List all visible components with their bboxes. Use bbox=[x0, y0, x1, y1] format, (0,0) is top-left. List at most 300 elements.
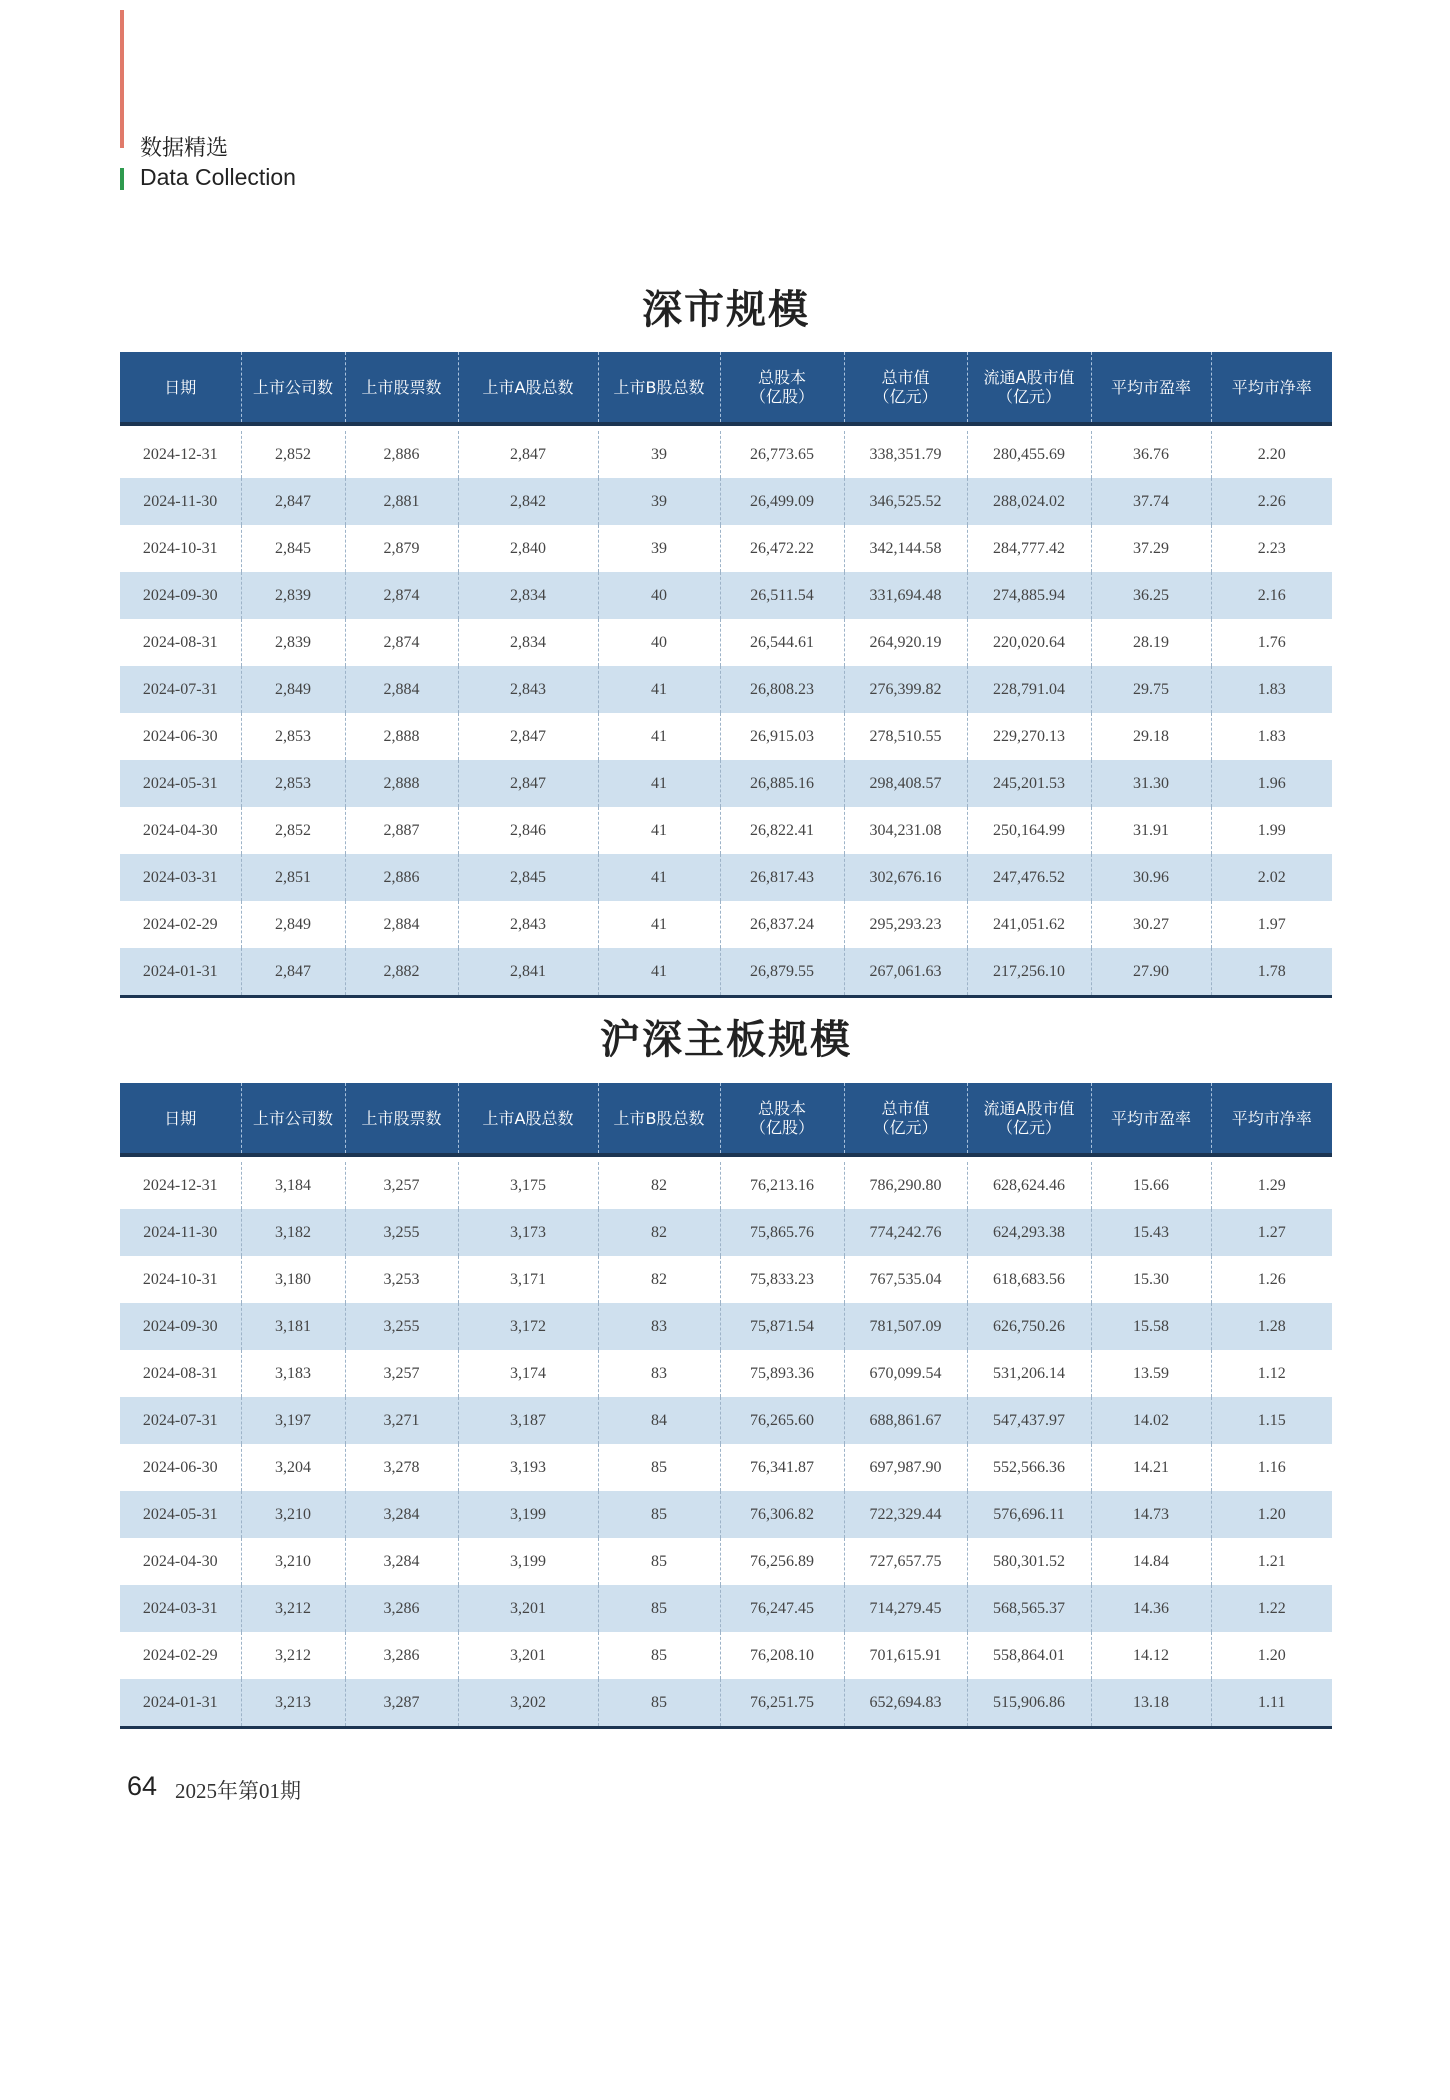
table-row bbox=[120, 1209, 1332, 1256]
table-cell: 14.12 bbox=[1091, 1632, 1211, 1679]
table-cell: 14.21 bbox=[1091, 1444, 1211, 1491]
table-cell: 2,840 bbox=[458, 525, 598, 572]
table-cell: 2,874 bbox=[345, 619, 458, 666]
table-cell: 2,852 bbox=[241, 431, 345, 478]
table-row bbox=[120, 1491, 1332, 1538]
table-cell: 76,341.87 bbox=[720, 1444, 844, 1491]
table-row bbox=[120, 431, 1332, 478]
table-cell: 2,845 bbox=[241, 525, 345, 572]
table-cell: 3,204 bbox=[241, 1444, 345, 1491]
table-cell: 245,201.53 bbox=[967, 760, 1091, 807]
table-cell: 688,861.67 bbox=[844, 1397, 967, 1444]
table-cell: 83 bbox=[598, 1303, 720, 1350]
table-cell: 1.22 bbox=[1211, 1585, 1332, 1632]
table-cell: 2024-09-30 bbox=[120, 1303, 241, 1350]
table-cell: 30.96 bbox=[1091, 854, 1211, 901]
table-cell: 26,885.16 bbox=[720, 760, 844, 807]
table-cell: 76,208.10 bbox=[720, 1632, 844, 1679]
column-header-label: 平均市净率 bbox=[1231, 1108, 1312, 1128]
table-cell: 85 bbox=[598, 1538, 720, 1585]
table-cell: 36.76 bbox=[1091, 431, 1211, 478]
table-cell: 1.29 bbox=[1211, 1162, 1332, 1209]
header-row bbox=[120, 352, 1332, 424]
column-header-label: 上市公司数 bbox=[252, 377, 333, 397]
table-cell: 3,213 bbox=[241, 1679, 345, 1728]
table-cell: 2,851 bbox=[241, 854, 345, 901]
table-cell: 220,020.64 bbox=[967, 619, 1091, 666]
column-header bbox=[458, 1083, 598, 1155]
table-cell: 3,201 bbox=[458, 1632, 598, 1679]
table-cell: 2.16 bbox=[1211, 572, 1332, 619]
table-cell: 1.83 bbox=[1211, 666, 1332, 713]
table-cell: 2,884 bbox=[345, 901, 458, 948]
table-cell: 26,511.54 bbox=[720, 572, 844, 619]
table-cell: 628,624.46 bbox=[967, 1162, 1091, 1209]
table-cell: 2,881 bbox=[345, 478, 458, 525]
table-cell: 298,408.57 bbox=[844, 760, 967, 807]
table-cell: 274,885.94 bbox=[967, 572, 1091, 619]
table-cell: 75,893.36 bbox=[720, 1350, 844, 1397]
column-header bbox=[1091, 1083, 1211, 1155]
table-cell: 558,864.01 bbox=[967, 1632, 1091, 1679]
table-cell: 2,849 bbox=[241, 666, 345, 713]
table-cell: 2024-11-30 bbox=[120, 1209, 241, 1256]
section-title-en: Data Collection bbox=[140, 164, 296, 190]
table-row bbox=[120, 1585, 1332, 1632]
table-cell: 2,849 bbox=[241, 901, 345, 948]
table-cell: 515,906.86 bbox=[967, 1679, 1091, 1728]
table-cell: 727,657.75 bbox=[844, 1538, 967, 1585]
table-cell: 14.84 bbox=[1091, 1538, 1211, 1585]
table-cell: 2,839 bbox=[241, 619, 345, 666]
table-cell: 41 bbox=[598, 760, 720, 807]
column-header bbox=[598, 1083, 720, 1155]
table-cell: 217,256.10 bbox=[967, 948, 1091, 997]
table-cell: 2024-06-30 bbox=[142, 727, 218, 745]
table-cell: 3,180 bbox=[241, 1256, 345, 1303]
table-cell: 27.90 bbox=[1091, 948, 1211, 997]
table-cell: 774,242.76 bbox=[844, 1209, 967, 1256]
table-cell: 302,676.16 bbox=[844, 854, 967, 901]
table-cell: 75,865.76 bbox=[720, 1209, 844, 1256]
table-cell: 1.99 bbox=[1211, 807, 1332, 854]
table-row bbox=[120, 901, 1332, 948]
table-cell: 2.02 bbox=[1211, 854, 1332, 901]
table-cell: 85 bbox=[598, 1585, 720, 1632]
table-cell: 338,351.79 bbox=[844, 431, 967, 478]
table-row bbox=[120, 1632, 1332, 1679]
column-header-label: 流通A股市值 bbox=[983, 1099, 1075, 1118]
table-cell: 82 bbox=[598, 1209, 720, 1256]
table-cell: 2,845 bbox=[458, 854, 598, 901]
table-cell: 82 bbox=[598, 1256, 720, 1303]
column-header bbox=[1211, 1083, 1332, 1155]
table-cell: 626,750.26 bbox=[967, 1303, 1091, 1350]
table-cell: 3,182 bbox=[241, 1209, 345, 1256]
table-cell: 2,853 bbox=[241, 760, 345, 807]
table-cell: 288,024.02 bbox=[967, 478, 1091, 525]
column-header-label: 总市值 bbox=[881, 1099, 930, 1118]
table-cell: 26,915.03 bbox=[720, 713, 844, 760]
table-cell: 2,847 bbox=[458, 760, 598, 807]
table-cell: 76,256.89 bbox=[720, 1538, 844, 1585]
section-accent-bar-green bbox=[120, 168, 124, 190]
table-cell: 342,144.58 bbox=[844, 525, 967, 572]
table-cell: 40 bbox=[598, 619, 720, 666]
table-cell: 14.02 bbox=[1091, 1397, 1211, 1444]
table-cell: 3,284 bbox=[345, 1538, 458, 1585]
column-header-label: 上市A股总数 bbox=[482, 1108, 574, 1128]
table-cell: 82 bbox=[598, 1162, 720, 1209]
table-cell: 2024-03-31 bbox=[120, 1585, 241, 1632]
table-cell: 2024-02-29 bbox=[142, 915, 218, 933]
table-cell: 1.28 bbox=[1211, 1303, 1332, 1350]
table-cell: 14.73 bbox=[1091, 1491, 1211, 1538]
table-cell: 41 bbox=[598, 854, 720, 901]
column-header-label: 上市B股总数 bbox=[613, 377, 705, 397]
table-cell: 37.29 bbox=[1091, 525, 1211, 572]
table-cell: 40 bbox=[598, 572, 720, 619]
table-cell: 786,290.80 bbox=[844, 1162, 967, 1209]
table-cell: 701,615.91 bbox=[844, 1632, 967, 1679]
table-cell: 2.26 bbox=[1211, 478, 1332, 525]
table-cell: 2,888 bbox=[345, 713, 458, 760]
table-cell: 3,175 bbox=[458, 1162, 598, 1209]
table-cell: 26,472.22 bbox=[720, 525, 844, 572]
column-header bbox=[345, 352, 458, 424]
table-cell: 3,172 bbox=[458, 1303, 598, 1350]
table-cell: 3,199 bbox=[458, 1538, 598, 1585]
table-cell: 3,287 bbox=[345, 1679, 458, 1728]
table-cell: 295,293.23 bbox=[844, 901, 967, 948]
table-cell: 31.91 bbox=[1091, 807, 1211, 854]
table-cell: 75,833.23 bbox=[720, 1256, 844, 1303]
column-header-label: 流通A股市值 bbox=[983, 368, 1075, 387]
table-cell: 304,231.08 bbox=[844, 807, 967, 854]
table-row bbox=[120, 854, 1332, 901]
table-cell: 76,213.16 bbox=[720, 1162, 844, 1209]
table-cell: 2,839 bbox=[241, 572, 345, 619]
table-cell: 2,843 bbox=[458, 666, 598, 713]
table-cell: 15.30 bbox=[1091, 1256, 1211, 1303]
table-cell: 15.58 bbox=[1091, 1303, 1211, 1350]
column-header bbox=[967, 352, 1091, 424]
table-cell: 568,565.37 bbox=[967, 1585, 1091, 1632]
column-header-label: （亿元） bbox=[996, 1118, 1061, 1137]
table-cell: 670,099.54 bbox=[844, 1350, 967, 1397]
issue-label: 2025年第01期 bbox=[175, 1779, 301, 1803]
table-cell: 2,847 bbox=[241, 948, 345, 997]
table-row bbox=[120, 713, 1332, 760]
column-header bbox=[241, 352, 345, 424]
table-cell: 2024-12-31 bbox=[142, 1176, 218, 1194]
table-cell: 3,202 bbox=[458, 1679, 598, 1728]
table-cell: 13.59 bbox=[1091, 1350, 1211, 1397]
table-row bbox=[120, 1397, 1332, 1444]
column-header bbox=[1211, 352, 1332, 424]
table-cell: 2024-11-30 bbox=[120, 478, 241, 525]
table-cell: 2,841 bbox=[458, 948, 598, 997]
table-cell: 41 bbox=[598, 713, 720, 760]
table-cell: 26,544.61 bbox=[720, 619, 844, 666]
table-cell: 3,255 bbox=[345, 1303, 458, 1350]
table-cell: 29.75 bbox=[1091, 666, 1211, 713]
table-cell: 41 bbox=[598, 948, 720, 997]
table-row bbox=[120, 1256, 1332, 1303]
table-cell: 1.26 bbox=[1211, 1256, 1332, 1303]
table-cell: 267,061.63 bbox=[844, 948, 967, 997]
table-row bbox=[120, 1350, 1332, 1397]
table-cell: 2024-07-31 bbox=[120, 1397, 241, 1444]
table-cell: 2024-12-31 bbox=[142, 445, 218, 463]
table-cell: 76,306.82 bbox=[720, 1491, 844, 1538]
column-header bbox=[1091, 352, 1211, 424]
table-cell: 2024-08-31 bbox=[142, 1364, 218, 1382]
table-cell: 30.27 bbox=[1091, 901, 1211, 948]
table-cell: 41 bbox=[598, 666, 720, 713]
table-cell: 14.36 bbox=[1091, 1585, 1211, 1632]
table-cell: 3,210 bbox=[241, 1491, 345, 1538]
table-cell: 3,271 bbox=[345, 1397, 458, 1444]
table-cell: 767,535.04 bbox=[844, 1256, 967, 1303]
column-header bbox=[598, 352, 720, 424]
table-cell: 13.18 bbox=[1091, 1679, 1211, 1728]
table-cell: 15.43 bbox=[1091, 1209, 1211, 1256]
header-spacer bbox=[120, 424, 1332, 431]
column-header bbox=[844, 1083, 967, 1155]
table-cell: 85 bbox=[598, 1632, 720, 1679]
table-cell: 83 bbox=[598, 1350, 720, 1397]
table-cell: 3,257 bbox=[345, 1350, 458, 1397]
table-cell: 2024-01-31 bbox=[120, 1679, 241, 1728]
table-cell: 2024-05-31 bbox=[120, 760, 241, 807]
column-header bbox=[120, 352, 241, 424]
table-cell: 3,212 bbox=[241, 1585, 345, 1632]
table-cell: 781,507.09 bbox=[844, 1303, 967, 1350]
table-cell: 1.16 bbox=[1211, 1444, 1332, 1491]
table-cell: 2,886 bbox=[345, 854, 458, 901]
table-cell: 3,199 bbox=[458, 1491, 598, 1538]
column-header-label: 上市股票数 bbox=[361, 1108, 442, 1128]
table-cell: 1.15 bbox=[1211, 1397, 1332, 1444]
table-cell: 3,173 bbox=[458, 1209, 598, 1256]
table-row bbox=[120, 1162, 1332, 1209]
table-cell: 3,171 bbox=[458, 1256, 598, 1303]
table-cell: 39 bbox=[598, 431, 720, 478]
table-cell: 29.18 bbox=[1091, 713, 1211, 760]
column-header bbox=[720, 1083, 844, 1155]
table-cell: 76,247.45 bbox=[720, 1585, 844, 1632]
table-cell: 2,842 bbox=[458, 478, 598, 525]
table-row bbox=[120, 1303, 1332, 1350]
table-cell: 1.20 bbox=[1211, 1632, 1332, 1679]
table-cell: 531,206.14 bbox=[967, 1350, 1091, 1397]
column-header-label: 总股本 bbox=[757, 1099, 806, 1118]
table-cell: 2024-07-31 bbox=[120, 666, 241, 713]
column-header bbox=[844, 352, 967, 424]
table-cell: 1.27 bbox=[1211, 1209, 1332, 1256]
table-cell: 3,193 bbox=[458, 1444, 598, 1491]
table-cell: 37.74 bbox=[1091, 478, 1211, 525]
column-header-label: 上市A股总数 bbox=[482, 377, 574, 397]
table-cell: 41 bbox=[598, 901, 720, 948]
section-title-cn: 数据精选 bbox=[140, 136, 229, 161]
table-cell: 3,181 bbox=[241, 1303, 345, 1350]
table-cell: 3,212 bbox=[241, 1632, 345, 1679]
table-cell: 1.11 bbox=[1211, 1679, 1332, 1728]
table-cell: 85 bbox=[598, 1491, 720, 1538]
column-header-label: 总股本 bbox=[757, 368, 806, 387]
table-cell: 3,257 bbox=[345, 1162, 458, 1209]
table-cell: 2024-04-30 bbox=[142, 1552, 218, 1570]
table-cell: 41 bbox=[598, 807, 720, 854]
table-cell: 3,278 bbox=[345, 1444, 458, 1491]
table-cell: 15.66 bbox=[1091, 1162, 1211, 1209]
table-cell: 247,476.52 bbox=[967, 854, 1091, 901]
column-header-label: （亿元） bbox=[873, 387, 938, 406]
table-cell: 3,286 bbox=[345, 1585, 458, 1632]
table-cell: 75,871.54 bbox=[720, 1303, 844, 1350]
table-cell: 39 bbox=[598, 478, 720, 525]
table-cell: 264,920.19 bbox=[844, 619, 967, 666]
table-cell: 84 bbox=[598, 1397, 720, 1444]
table-cell: 1.96 bbox=[1211, 760, 1332, 807]
table-cell: 2024-09-30 bbox=[120, 572, 241, 619]
column-header bbox=[241, 1083, 345, 1155]
table-cell: 2,853 bbox=[241, 713, 345, 760]
table-cell: 2024-10-31 bbox=[142, 1270, 218, 1288]
table-cell: 284,777.42 bbox=[967, 525, 1091, 572]
table-cell: 2.20 bbox=[1211, 431, 1332, 478]
table-cell: 85 bbox=[598, 1444, 720, 1491]
table-cell: 1.78 bbox=[1211, 948, 1332, 997]
table-cell: 1.12 bbox=[1211, 1350, 1332, 1397]
column-header bbox=[967, 1083, 1091, 1155]
table-row bbox=[120, 478, 1332, 525]
column-header-label: （亿元） bbox=[873, 1118, 938, 1137]
table-cell: 2024-10-31 bbox=[142, 539, 218, 557]
table-cell: 3,174 bbox=[458, 1350, 598, 1397]
table-cell: 576,696.11 bbox=[967, 1491, 1091, 1538]
table-cell: 241,051.62 bbox=[967, 901, 1091, 948]
column-header-label: 总市值 bbox=[881, 368, 930, 387]
table-cell: 76,251.75 bbox=[720, 1679, 844, 1728]
page-number: 64 bbox=[127, 1771, 158, 1801]
table-cell: 697,987.90 bbox=[844, 1444, 967, 1491]
table-cell: 276,399.82 bbox=[844, 666, 967, 713]
table-cell: 2,852 bbox=[241, 807, 345, 854]
table-cell: 2024-03-31 bbox=[120, 854, 241, 901]
table-cell: 2,879 bbox=[345, 525, 458, 572]
table-cell: 280,455.69 bbox=[967, 431, 1091, 478]
table-cell: 85 bbox=[598, 1679, 720, 1728]
table-cell: 2,874 bbox=[345, 572, 458, 619]
table-cell: 76,265.60 bbox=[720, 1397, 844, 1444]
table-title-shenzhen: 深市规模 bbox=[642, 287, 810, 333]
main-board-scale-table bbox=[120, 1083, 1332, 1729]
table-cell: 2024-08-31 bbox=[142, 633, 218, 651]
column-header-label: 上市股票数 bbox=[361, 377, 442, 397]
table-cell: 2,884 bbox=[345, 666, 458, 713]
table-cell: 3,183 bbox=[241, 1350, 345, 1397]
table-cell: 1.21 bbox=[1211, 1538, 1332, 1585]
column-header-label: （亿股） bbox=[749, 387, 814, 406]
table-cell: 31.30 bbox=[1091, 760, 1211, 807]
table-cell: 3,210 bbox=[241, 1538, 345, 1585]
table-cell: 652,694.83 bbox=[844, 1679, 967, 1728]
table-cell: 1.97 bbox=[1211, 901, 1332, 948]
table-cell: 26,773.65 bbox=[720, 431, 844, 478]
table-row bbox=[120, 1538, 1332, 1585]
column-header-label: （亿股） bbox=[749, 1118, 814, 1137]
header-spacer bbox=[120, 1155, 1332, 1162]
table-cell: 580,301.52 bbox=[967, 1538, 1091, 1585]
table-cell: 36.25 bbox=[1091, 572, 1211, 619]
table-cell: 618,683.56 bbox=[967, 1256, 1091, 1303]
table-cell: 228,791.04 bbox=[967, 666, 1091, 713]
column-header-label: 平均市净率 bbox=[1231, 377, 1312, 397]
table-cell: 3,201 bbox=[458, 1585, 598, 1632]
table-cell: 547,437.97 bbox=[967, 1397, 1091, 1444]
table-cell: 28.19 bbox=[1091, 619, 1211, 666]
table-cell: 2,886 bbox=[345, 431, 458, 478]
table-cell: 2,887 bbox=[345, 807, 458, 854]
table-cell: 346,525.52 bbox=[844, 478, 967, 525]
table-cell: 331,694.48 bbox=[844, 572, 967, 619]
column-header-label: 上市B股总数 bbox=[613, 1108, 705, 1128]
table-cell: 624,293.38 bbox=[967, 1209, 1091, 1256]
table-cell: 2,834 bbox=[458, 619, 598, 666]
table-cell: 2,846 bbox=[458, 807, 598, 854]
table-cell: 26,817.43 bbox=[720, 854, 844, 901]
table-row bbox=[120, 666, 1332, 713]
column-header-label: 上市公司数 bbox=[252, 1108, 333, 1128]
table-cell: 722,329.44 bbox=[844, 1491, 967, 1538]
column-header-label: 日期 bbox=[164, 1108, 197, 1128]
table-cell: 2024-01-31 bbox=[120, 948, 241, 997]
table-cell: 26,837.24 bbox=[720, 901, 844, 948]
table-cell: 714,279.45 bbox=[844, 1585, 967, 1632]
table-row bbox=[120, 619, 1332, 666]
table-cell: 39 bbox=[598, 525, 720, 572]
table-cell: 3,187 bbox=[458, 1397, 598, 1444]
table-row bbox=[120, 572, 1332, 619]
column-header-label: 日期 bbox=[164, 377, 197, 397]
table-row bbox=[120, 948, 1332, 997]
table-cell: 229,270.13 bbox=[967, 713, 1091, 760]
table-row bbox=[120, 525, 1332, 572]
table-cell: 2024-04-30 bbox=[142, 821, 218, 839]
table-cell: 2024-05-31 bbox=[120, 1491, 241, 1538]
table-cell: 26,879.55 bbox=[720, 948, 844, 997]
shenzhen-scale-table bbox=[120, 352, 1332, 998]
table-cell: 3,255 bbox=[345, 1209, 458, 1256]
table-cell: 1.76 bbox=[1211, 619, 1332, 666]
column-header bbox=[345, 1083, 458, 1155]
table-cell: 2,834 bbox=[458, 572, 598, 619]
table-row bbox=[120, 807, 1332, 854]
table-cell: 2,847 bbox=[458, 713, 598, 760]
section-accent-bar bbox=[120, 10, 124, 148]
table-cell: 2.23 bbox=[1211, 525, 1332, 572]
table-cell: 26,499.09 bbox=[720, 478, 844, 525]
table-cell: 3,197 bbox=[241, 1397, 345, 1444]
table-cell: 552,566.36 bbox=[967, 1444, 1091, 1491]
column-header-label: 平均市盈率 bbox=[1110, 377, 1191, 397]
table-row bbox=[120, 1444, 1332, 1491]
column-header-label: （亿元） bbox=[996, 387, 1061, 406]
table-cell: 278,510.55 bbox=[844, 713, 967, 760]
